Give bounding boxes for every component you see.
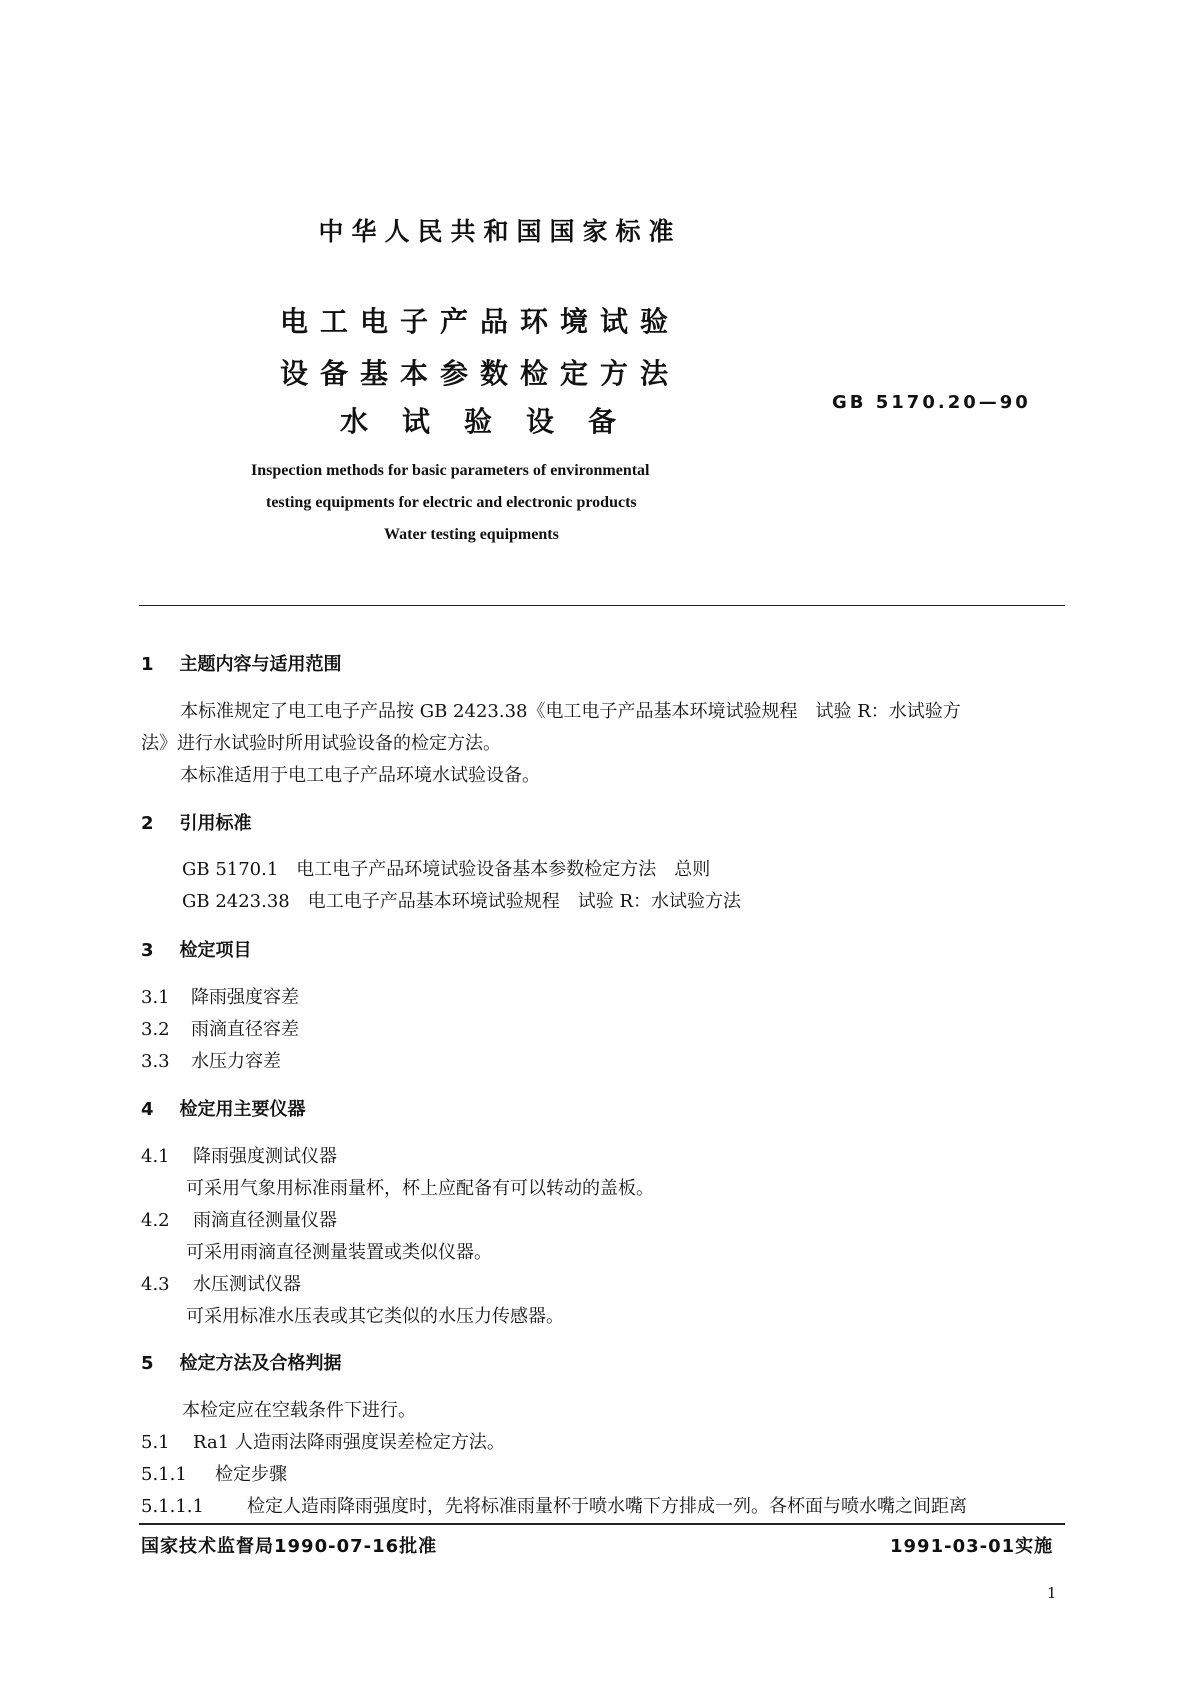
section-title: 检定用主要仪器	[179, 1099, 306, 1120]
item-number: 5.1.1.1	[141, 1496, 204, 1517]
item-text: 检定步骤	[215, 1464, 287, 1485]
list-item	[141, 983, 299, 1009]
section-5-heading	[141, 1349, 342, 1375]
title-cn-line1: 电工电子产品环境试验	[280, 305, 681, 338]
section-3-heading	[141, 936, 252, 962]
item-number: 3.2	[141, 1019, 170, 1040]
approval-date: 国家技术监督局1990-07-16批准	[141, 1536, 438, 1557]
section-2-heading	[141, 809, 252, 835]
item-number: 5.1.1	[141, 1464, 187, 1485]
item-number: 4.3	[141, 1274, 170, 1295]
item-text: 雨滴直径测量仪器	[193, 1210, 337, 1231]
title-cn-line3: 水试验设备	[340, 405, 651, 438]
item-number: 4.2	[141, 1210, 170, 1231]
list-item	[141, 1206, 337, 1232]
list-item	[141, 1270, 301, 1296]
effective-date: 1991-03-01实施	[890, 1536, 1054, 1557]
item-text: 水压测试仪器	[193, 1274, 301, 1295]
paragraph: 本检定应在空载条件下进行。	[182, 1400, 416, 1421]
item-text: 水压力容差	[191, 1051, 281, 1072]
section-number: 4	[141, 1099, 154, 1120]
paragraph-line: 法》进行水试验时所用试验设备的检定方法。	[141, 733, 501, 754]
title-cn-line2: 设备基本参数检定方法	[280, 357, 681, 390]
item-text: 降雨强度测试仪器	[193, 1146, 337, 1167]
item-text: 降雨强度容差	[191, 987, 299, 1008]
section-title: 检定方法及合格判据	[179, 1353, 342, 1374]
national-standard-heading: 中华人民共和国国家标准	[318, 217, 682, 246]
item-description: 可采用气象用标准雨量杯，杯上应配备有可以转动的盖板。	[186, 1178, 654, 1199]
section-number: 1	[141, 654, 154, 675]
reference-item: GB 5170.1 电工电子产品环境试验设备基本参数检定方法 总则	[182, 859, 711, 880]
section-4-heading	[141, 1095, 306, 1121]
section-1-heading	[141, 650, 342, 676]
list-item	[141, 1142, 337, 1168]
item-text: Ra1 人造雨法降雨强度误差检定方法。	[193, 1432, 505, 1453]
subsection-5-1	[141, 1428, 505, 1454]
item-description: 可采用雨滴直径测量装置或类似仪器。	[186, 1242, 492, 1263]
header-divider	[139, 605, 1065, 606]
subsection-5-1-1	[141, 1460, 287, 1486]
paragraph: 本标准适用于电工电子产品环境水试验设备。	[180, 765, 540, 786]
footer-divider	[139, 1523, 1065, 1525]
reference-item: GB 2423.38 电工电子产品基本环境试验规程 试验 R：水试验方法	[182, 891, 742, 912]
title-en-line3: Water testing equipments	[384, 526, 559, 543]
item-number: 3.3	[141, 1051, 170, 1072]
item-description: 可采用标准水压表或其它类似的水压力传感器。	[186, 1306, 564, 1327]
page-number: 1	[1047, 1584, 1057, 1602]
standard-number: GB 5170.20—90	[832, 392, 1031, 413]
item-number: 4.1	[141, 1146, 170, 1167]
title-en-line2: testing equipments for electric and electronic products	[266, 494, 637, 511]
item-text: 检定人造雨降雨强度时，先将标准雨量杯于喷水嘴下方排成一列。各杯面与喷水嘴之间距离	[247, 1496, 967, 1517]
item-number: 3.1	[141, 987, 170, 1008]
list-item	[141, 1047, 281, 1073]
section-title: 主题内容与适用范围	[179, 654, 342, 675]
item-number: 5.1	[141, 1432, 170, 1453]
item-text: 雨滴直径容差	[191, 1019, 299, 1040]
section-number: 2	[141, 813, 154, 834]
section-number: 5	[141, 1353, 154, 1374]
paragraph-line: 本标准规定了电工电子产品按 GB 2423.38《电工电子产品基本环境试验规程 试验 R：水试验方	[180, 701, 961, 722]
section-number: 3	[141, 940, 154, 961]
section-title: 检定项目	[179, 940, 252, 961]
list-item	[141, 1015, 299, 1041]
title-en-line1: Inspection methods for basic parameters of environmental	[251, 462, 650, 479]
subsection-5-1-1-1	[141, 1492, 967, 1518]
section-title: 引用标准	[179, 813, 252, 834]
